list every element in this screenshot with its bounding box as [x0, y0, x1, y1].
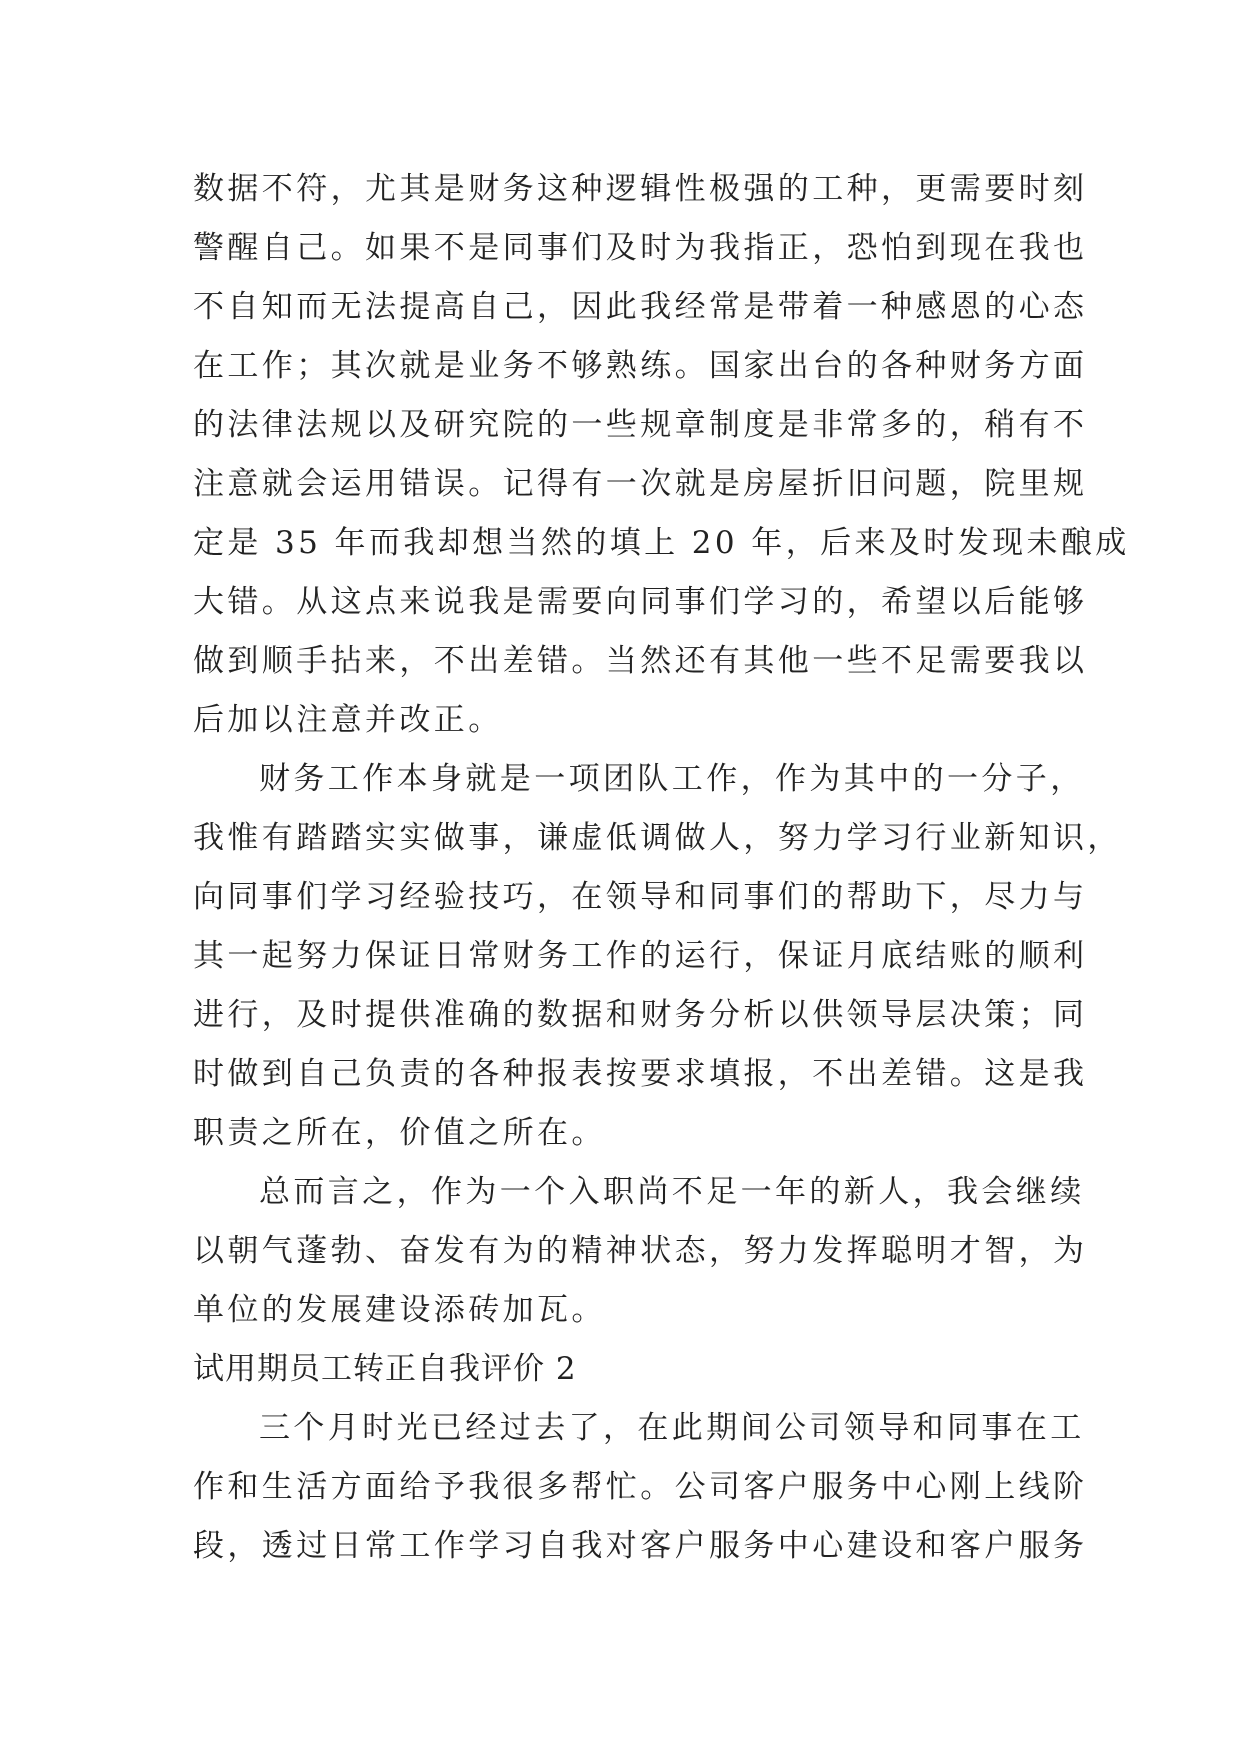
text-line: 注意就会运用错误。记得有一次就是房屋折旧问题，院里规: [193, 466, 1088, 502]
text-line: 进行，及时提供准确的数据和财务分析以供领导层决策；同: [193, 997, 1088, 1033]
text-line: 以朝气蓬勃、奋发有为的精神状态，努力发挥聪明才智，为: [193, 1233, 1088, 1269]
text-line: 的法律法规以及研究院的一些规章制度是非常多的，稍有不: [193, 407, 1088, 443]
text-line: 后加以注意并改正。: [193, 702, 503, 738]
document-body: [193, 160, 1130, 1576]
text-line: 向同事们学习经验技巧，在领导和同事们的帮助下，尽力与: [193, 879, 1088, 915]
text-line: 总而言之，作为一个入职尚不足一年的新人，我会继续: [259, 1174, 1085, 1210]
text-line: 财务工作本身就是一项团队工作，作为其中的一分子，: [259, 761, 1085, 797]
text-line: 三个月时光已经过去了，在此期间公司领导和同事在工: [259, 1410, 1085, 1446]
text-line: 其一起努力保证日常财务工作的运行，保证月底结账的顺利: [193, 938, 1088, 974]
text-line: 我惟有踏踏实实做事，谦虚低调做人，努力学习行业新知识，: [193, 820, 1122, 856]
text-line: 段，透过日常工作学习自我对客户服务中心建设和客户服务: [193, 1528, 1088, 1564]
text-line: 单位的发展建设添砖加瓦。: [193, 1292, 606, 1328]
paragraph-1: [193, 160, 1130, 750]
text-line: 大错。从这点来说我是需要向同事们学习的，希望以后能够: [193, 584, 1088, 620]
text-line: 在工作；其次就是业务不够熟练。国家出台的各种财务方面: [193, 348, 1088, 384]
text-line: 数据不符，尤其是财务这种逻辑性极强的工种，更需要时刻: [193, 171, 1088, 207]
text-line: 警醒自己。如果不是同事们及时为我指正，恐怕到现在我也: [193, 230, 1088, 266]
paragraph-2: [193, 750, 1122, 1163]
text-line: 定是 35 年而我却想当然的填上 20 年，后来及时发现未酿成: [193, 525, 1130, 561]
text-line: 职责之所在，价值之所在。: [193, 1115, 606, 1151]
section-heading: 试用期员工转正自我评价 2: [193, 1351, 577, 1387]
text-line: 作和生活方面给予我很多帮忙。公司客户服务中心刚上线阶: [193, 1469, 1088, 1505]
text-line: 不自知而无法提高自己，因此我经常是带着一种感恩的心态: [193, 289, 1088, 325]
text-line: 时做到自己负责的各种报表按要求填报，不出差错。这是我: [193, 1056, 1088, 1092]
paragraph-3: [193, 1163, 1093, 1340]
text-line: 做到顺手拈来，不出差错。当然还有其他一些不足需要我以: [193, 643, 1088, 679]
paragraph-4: [193, 1399, 1093, 1576]
